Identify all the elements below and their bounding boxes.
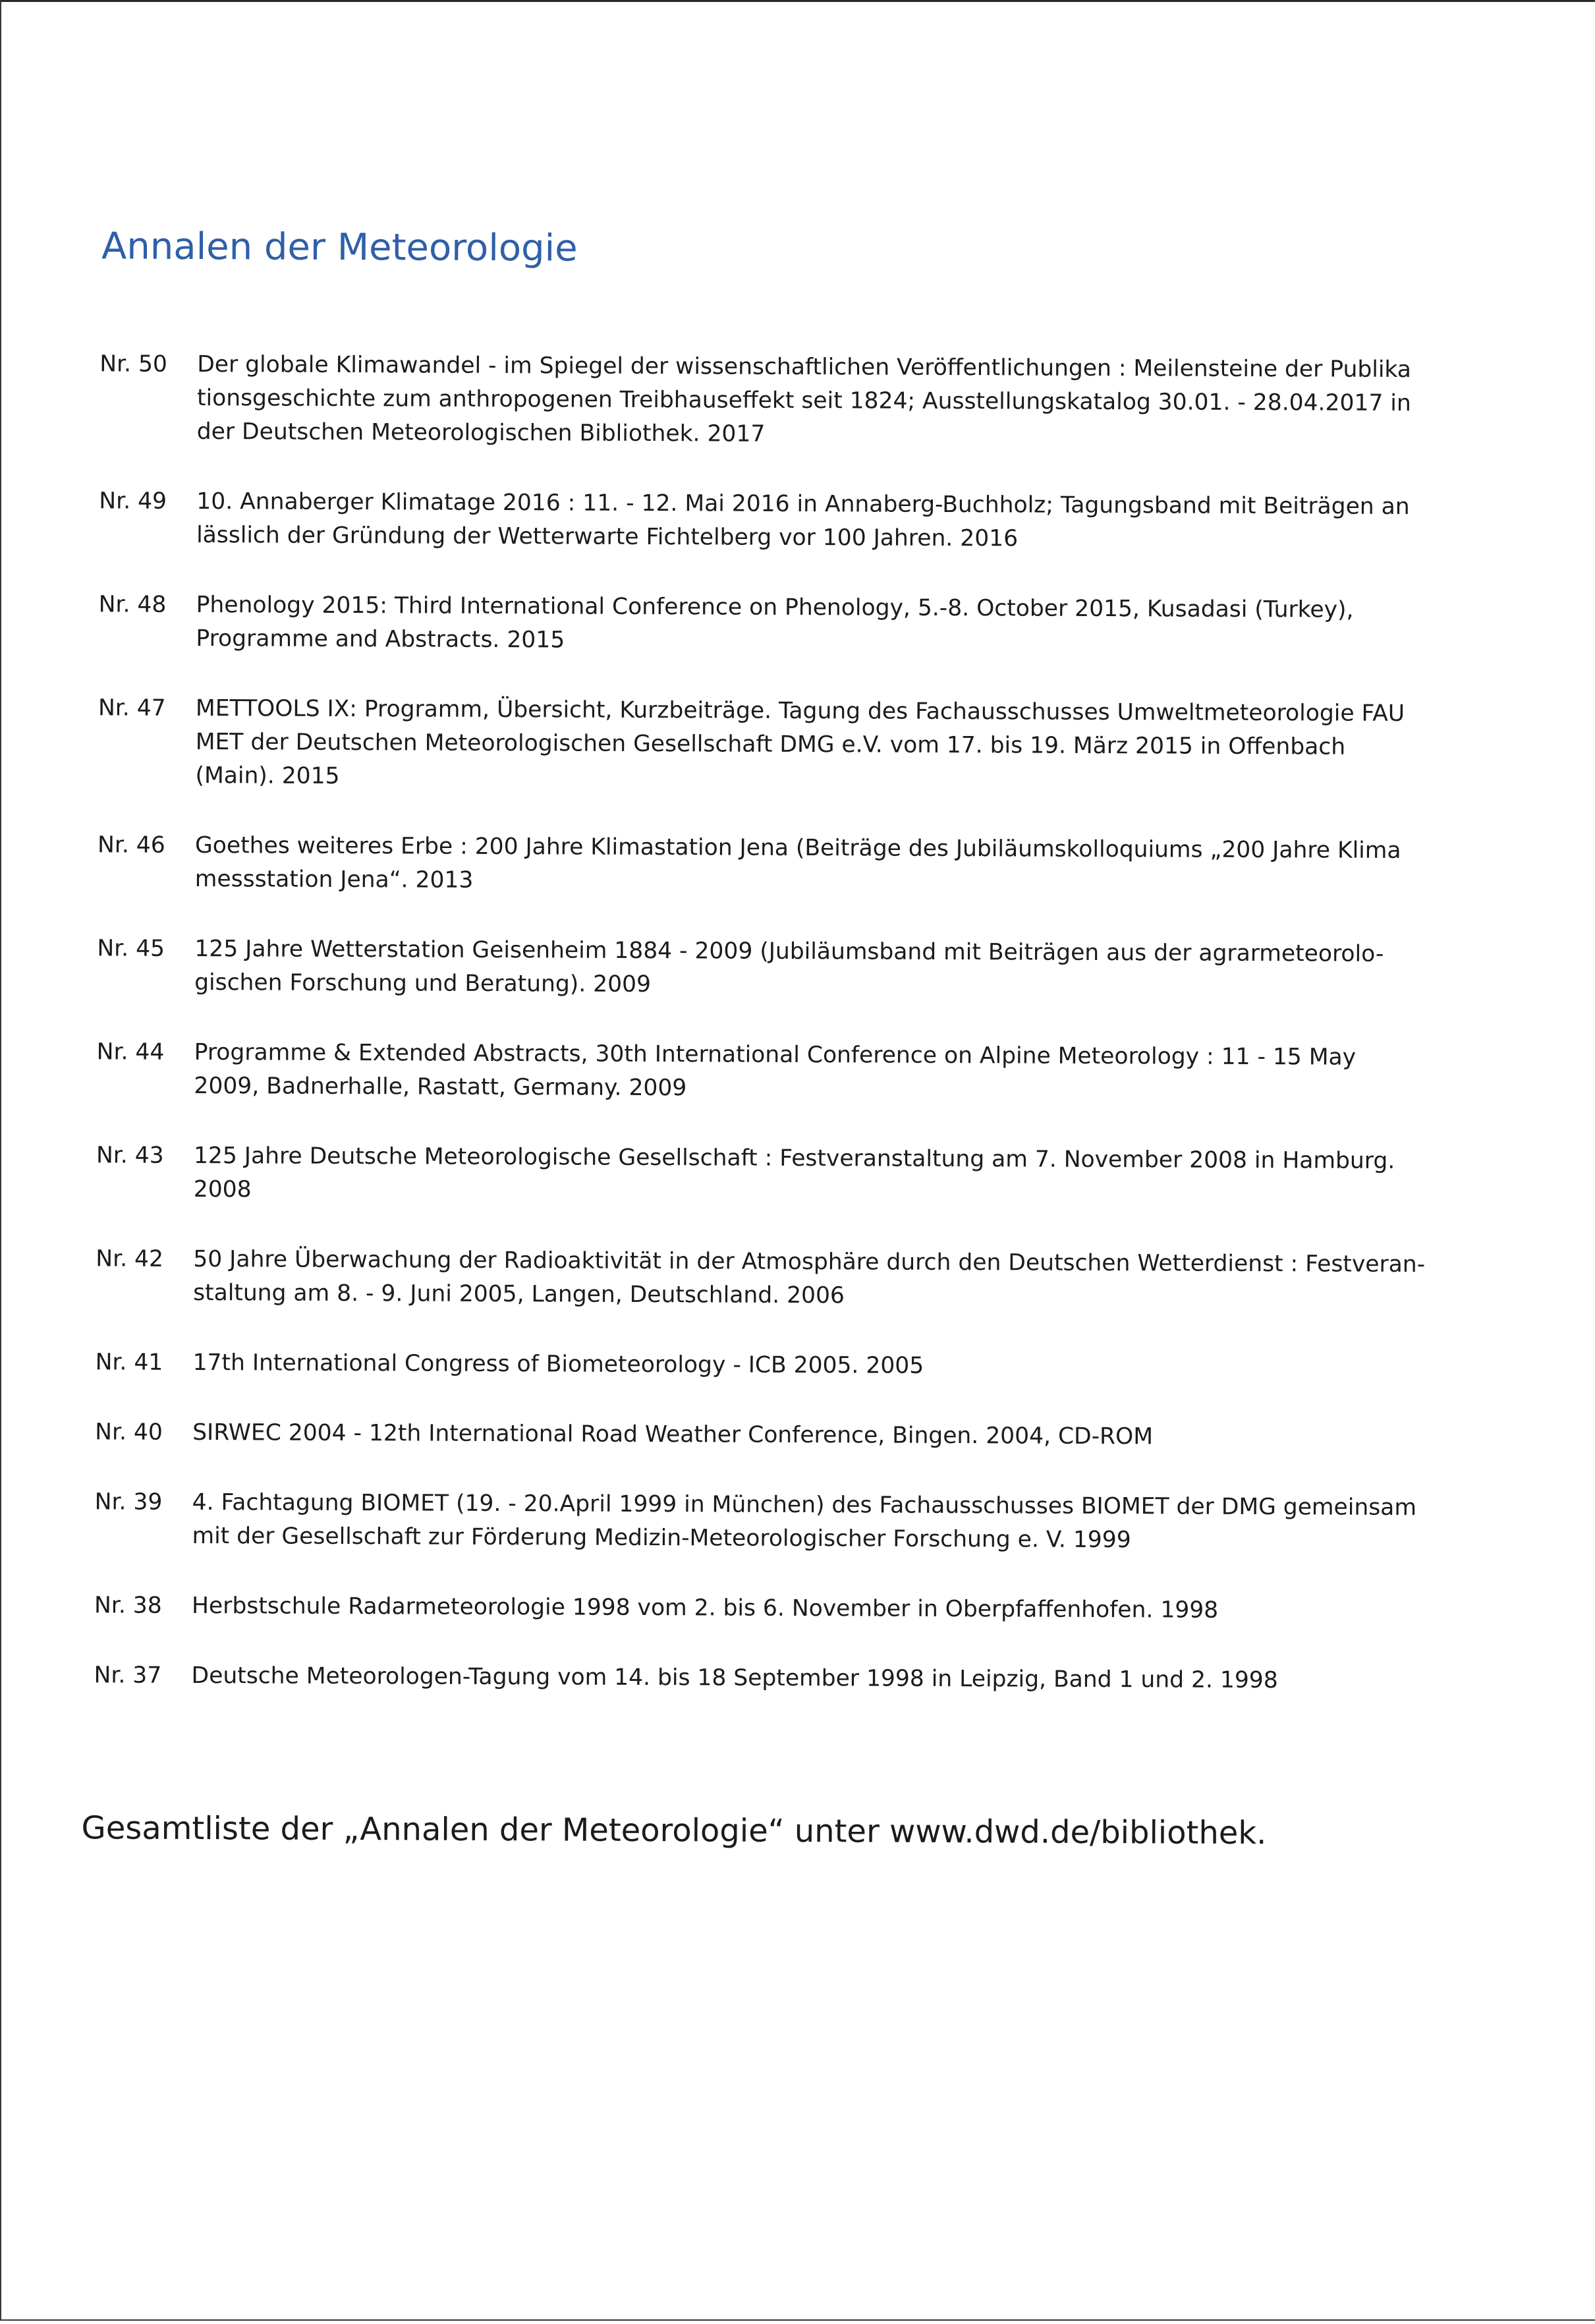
entry-number: Nr. 42 bbox=[96, 1245, 164, 1272]
footer-note: Gesamtliste der „Annalen der Meteorologie“ unter www.dwd.de/bibliothek. bbox=[81, 1809, 1267, 1852]
entry-title: SIRWEC 2004 - 12th International Road Weather Conference, Bingen. 2004, CD-ROM bbox=[192, 1419, 1154, 1450]
list-item bbox=[98, 588, 1429, 661]
list-item bbox=[98, 828, 1428, 901]
entry-title: 17th International Congress of Biometeorology - ICB 2005. 2005 bbox=[192, 1349, 924, 1379]
publication-list bbox=[94, 347, 1430, 1734]
entry-number: Nr. 43 bbox=[96, 1142, 164, 1169]
entry-number: Nr. 41 bbox=[95, 1349, 163, 1376]
list-item bbox=[97, 932, 1428, 1005]
entry-title: Herbstschule Radarmeteorologie 1998 vom 2. bis 6. November in Oberpfaffenhofen. 1998 bbox=[191, 1592, 1219, 1624]
list-item bbox=[96, 1242, 1426, 1315]
entry-number: Nr. 45 bbox=[97, 935, 165, 962]
entry-number: Nr. 39 bbox=[94, 1488, 163, 1516]
list-item bbox=[94, 1658, 1424, 1698]
entry-number: Nr. 49 bbox=[99, 488, 167, 515]
list-item bbox=[99, 484, 1430, 557]
list-item bbox=[98, 691, 1429, 798]
entry-number: Nr. 37 bbox=[94, 1662, 162, 1689]
section-title: Annalen der Meteorologie bbox=[101, 225, 578, 270]
entry-title: Programme & Extended Abstracts, 30th International Conference on Alpine Meteorology : 11 - 15 May 2009, Badnerhalle, Rastatt, Germany. 2009 bbox=[194, 1039, 1357, 1102]
entry-number: Nr. 47 bbox=[98, 694, 166, 722]
list-item bbox=[99, 347, 1431, 454]
entry-number: Nr. 50 bbox=[99, 351, 168, 378]
list-item bbox=[96, 1035, 1427, 1108]
list-item bbox=[96, 1346, 1426, 1385]
entry-title: 10. Annaberger Klimatage 2016 : 11. - 12. Mai 2016 in Annaberg-Buchholz; Tagungsband mit Beiträgen an lässlich der Gründung der Wetterwarte Fichtelberg vor 100 Jahren. 2016 bbox=[196, 488, 1410, 552]
entry-title: Goethes weiteres Erbe : 200 Jahre Klimastation Jena (Beiträge des Jubiläumskolloquiums „200 Jahre Klima messstation Jena“. 2013 bbox=[194, 832, 1401, 893]
list-item bbox=[95, 1415, 1426, 1455]
list-item bbox=[94, 1485, 1425, 1558]
entry-number: Nr. 40 bbox=[95, 1419, 163, 1446]
entry-title: 50 Jahre Überwachung der Radioaktivität in der Atmosphäre durch den Deutschen Wetterdienst : Festveran- staltung am 8. - 9. Juni 2005, Langen, Deutschland. 2006 bbox=[193, 1246, 1426, 1309]
entry-number: Nr. 48 bbox=[98, 591, 167, 618]
entry-title: 125 Jahre Wetterstation Geisenheim 1884 - 2009 (Jubiläumsband mit Beiträgen aus der agrarmeteorolo- gischen Forschung und Beratung). 2009 bbox=[194, 936, 1384, 998]
entry-number: Nr. 46 bbox=[97, 832, 165, 859]
entry-number: Nr. 44 bbox=[96, 1038, 165, 1065]
entry-title: METTOOLS IX: Programm, Übersicht, Kurzbeiträge. Tagung des Fachausschusses Umweltmeteorologie FAU MET der Deutschen Meteorologischen Gesellschaft DMG e.V. vom 17. bis 19. März 2015 in Offenbach (Main). 2015 bbox=[195, 695, 1405, 789]
entry-title: Der globale Klimawandel - im Spiegel der wissenschaftlichen Veröffentlichungen : Meilensteine der Publika tionsgeschichte zum anthropogenen Treibhauseffekt seit 1824; Ausstellungskatalog 30.01. - 28.04.2017 in der Deutschen Meteorologischen Bibliothek. 2017 bbox=[196, 351, 1412, 447]
entry-title: 4. Fachtagung BIOMET (19. - 20.April 1999 in München) des Fachausschusses BIOMET der DMG gemeinsam mit der Gesellschaft zur Förderung Medizin-Meteorologischer Forschung e. V. 1999 bbox=[192, 1488, 1417, 1554]
entry-number: Nr. 38 bbox=[94, 1592, 162, 1619]
entry-title: Deutsche Meteorologen-Tagung vom 14. bis 18 September 1998 in Leipzig, Band 1 und 2. 1998 bbox=[191, 1662, 1278, 1694]
entry-title: Phenology 2015: Third International Conference on Phenology, 5.-8. October 2015, Kusadasi (Turkey), Programme and Abstracts. 2015 bbox=[196, 592, 1354, 654]
list-item bbox=[94, 1589, 1425, 1628]
entry-title: 125 Jahre Deutsche Meteorologische Gesellschaft : Festveranstaltung am 7. November 2008 in Hamburg. 2008 bbox=[193, 1143, 1395, 1203]
list-item bbox=[96, 1139, 1427, 1212]
